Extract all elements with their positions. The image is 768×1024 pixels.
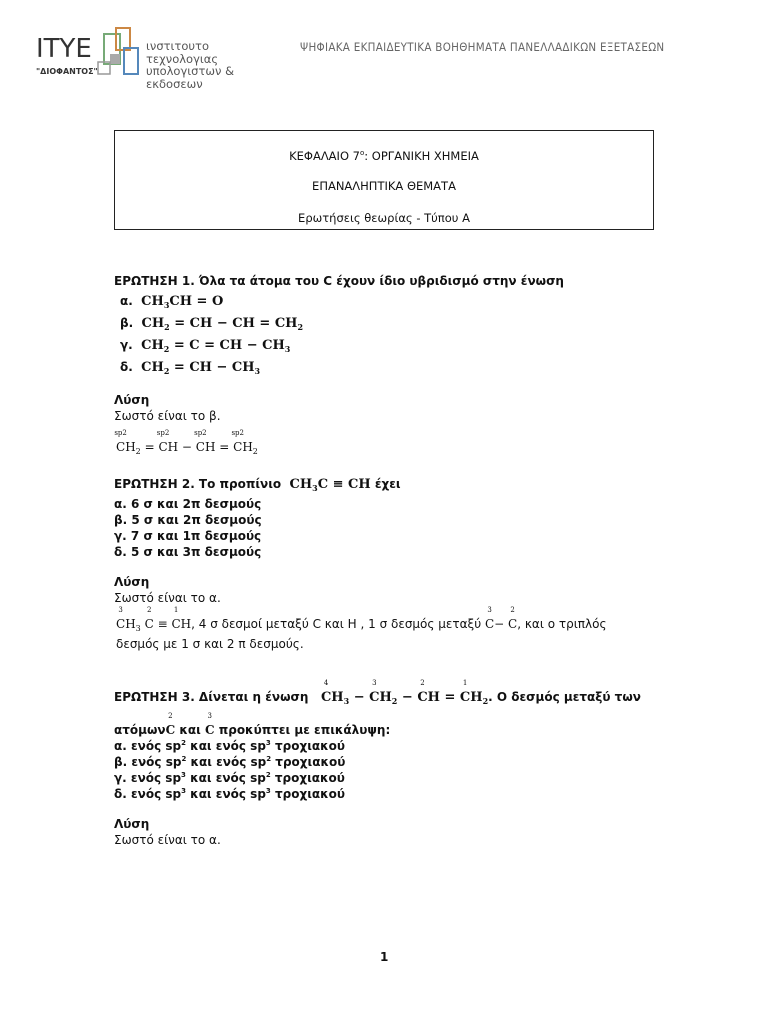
- question-1-option-a: α. $CH_3CH = O$: [120, 294, 224, 310]
- question-3-solution-label: Λύση: [114, 817, 150, 831]
- logo-text: ινστιτουτο τεχνολογιας υπολογιστων & εκδοσεων: [146, 39, 235, 91]
- question-1-option-b: β. $CH_2$ = CH − CH = $CH_2$: [120, 316, 304, 332]
- logo-subtitle: "ΔΙΟΦΑΝΤΟΣ": [36, 67, 98, 76]
- question-2-option-b: β. 5 σ και 2π δεσμούς: [114, 513, 262, 527]
- question-1-solution-label: Λύση: [114, 393, 150, 407]
- question-1-option-d: δ. $CH_2$ = CH − $CH_3$: [120, 360, 261, 376]
- question-3-option-a: α. ενός $sp^2$ και ενός $sp^3$ τροχιακού: [114, 739, 345, 753]
- question-2-title: ΕΡΩΤΗΣΗ 2. Το προπίνιο $CH_3C$ ≡ CH έχει: [114, 477, 401, 493]
- question-3-option-d: δ. ενός $sp^3$ και ενός $sp^3$ τροχιακού: [114, 787, 345, 801]
- question-2-solution-label: Λύση: [114, 575, 150, 589]
- question-2-answer: Σωστό είναι το α.: [114, 591, 221, 605]
- logo-mark-icon: [94, 24, 142, 80]
- question-2-option-c: γ. 7 σ και 1π δεσμούς: [114, 529, 262, 543]
- section-title: ΕΠΑΝΑΛΗΠΤΙΚΑ ΘΕΜΑΤΑ: [312, 179, 456, 193]
- chapter-title: ΚΕΦΑΛΑΙΟ $7^o$: ΟΡΓΑΝΙΚΗ ΧΗΜΕΙΑ: [289, 149, 479, 163]
- question-1-formula: C sp2 $H_2 = C$ sp2 H − C sp2 H = C sp2 $H_2$: [114, 429, 258, 456]
- question-2-option-d: δ. 5 σ και 3π δεσμούς: [114, 545, 262, 559]
- question-3-title: ΕΡΩΤΗΣΗ 3. Δίνεται η ένωση C 4 $H_3 - C$ 3 $H_2 - C$ 2 H = C 1 $H_2$. Ο δεσμός μεταξύ των: [114, 679, 641, 706]
- logo-acronym: ΙΤΥΕ: [36, 34, 92, 64]
- question-2-explanation: C 3 $H_3$ C 2 ≡ C 1 H, 4 σ δεσμοί μεταξύ C και H , 1 σ δεσμός μεταξύ C 3 − C 2 , και ο τριπλός: [116, 606, 607, 633]
- header-series-title: ΨΗΦΙΑΚΑ ΕΚΠΑΙΔΕΥΤΙΚΑ ΒΟΗΘΗΜΑΤΑ ΠΑΝΕΛΛΑΔΙΚΩΝ ΕΞΕΤΑΣΕΩΝ: [300, 40, 665, 54]
- question-2-option-a: α. 6 σ και 2π δεσμούς: [114, 497, 262, 511]
- question-type-title: Ερωτήσεις θεωρίας - Τύπου Α: [298, 211, 470, 225]
- question-2-explanation-cont: δεσμός με 1 σ και 2 π δεσμούς.: [116, 637, 304, 651]
- question-3-line2: ατόμωνC 2 και C 3 προκύπτει με επικάλυψη:: [114, 712, 391, 737]
- page-number: 1: [380, 950, 389, 964]
- question-3-option-c: γ. ενός $sp^3$ και ενός $sp^2$ τροχιακού: [114, 771, 345, 785]
- chapter-title-box: [114, 130, 654, 230]
- question-3-answer: Σωστό είναι το α.: [114, 833, 221, 847]
- question-1-option-c: γ. $CH_2 = C$ = CH − $CH_3$: [120, 338, 291, 354]
- institute-logo: [36, 24, 266, 91]
- question-3-option-b: β. ενός $sp^2$ και ενός $sp^2$ τροχιακού: [114, 755, 346, 769]
- question-1-answer: Σωστό είναι το β.: [114, 409, 221, 423]
- question-1-title: ΕΡΩΤΗΣΗ 1. Όλα τα άτομα του C έχουν ίδιο υβριδισμό στην ένωση: [114, 274, 564, 288]
